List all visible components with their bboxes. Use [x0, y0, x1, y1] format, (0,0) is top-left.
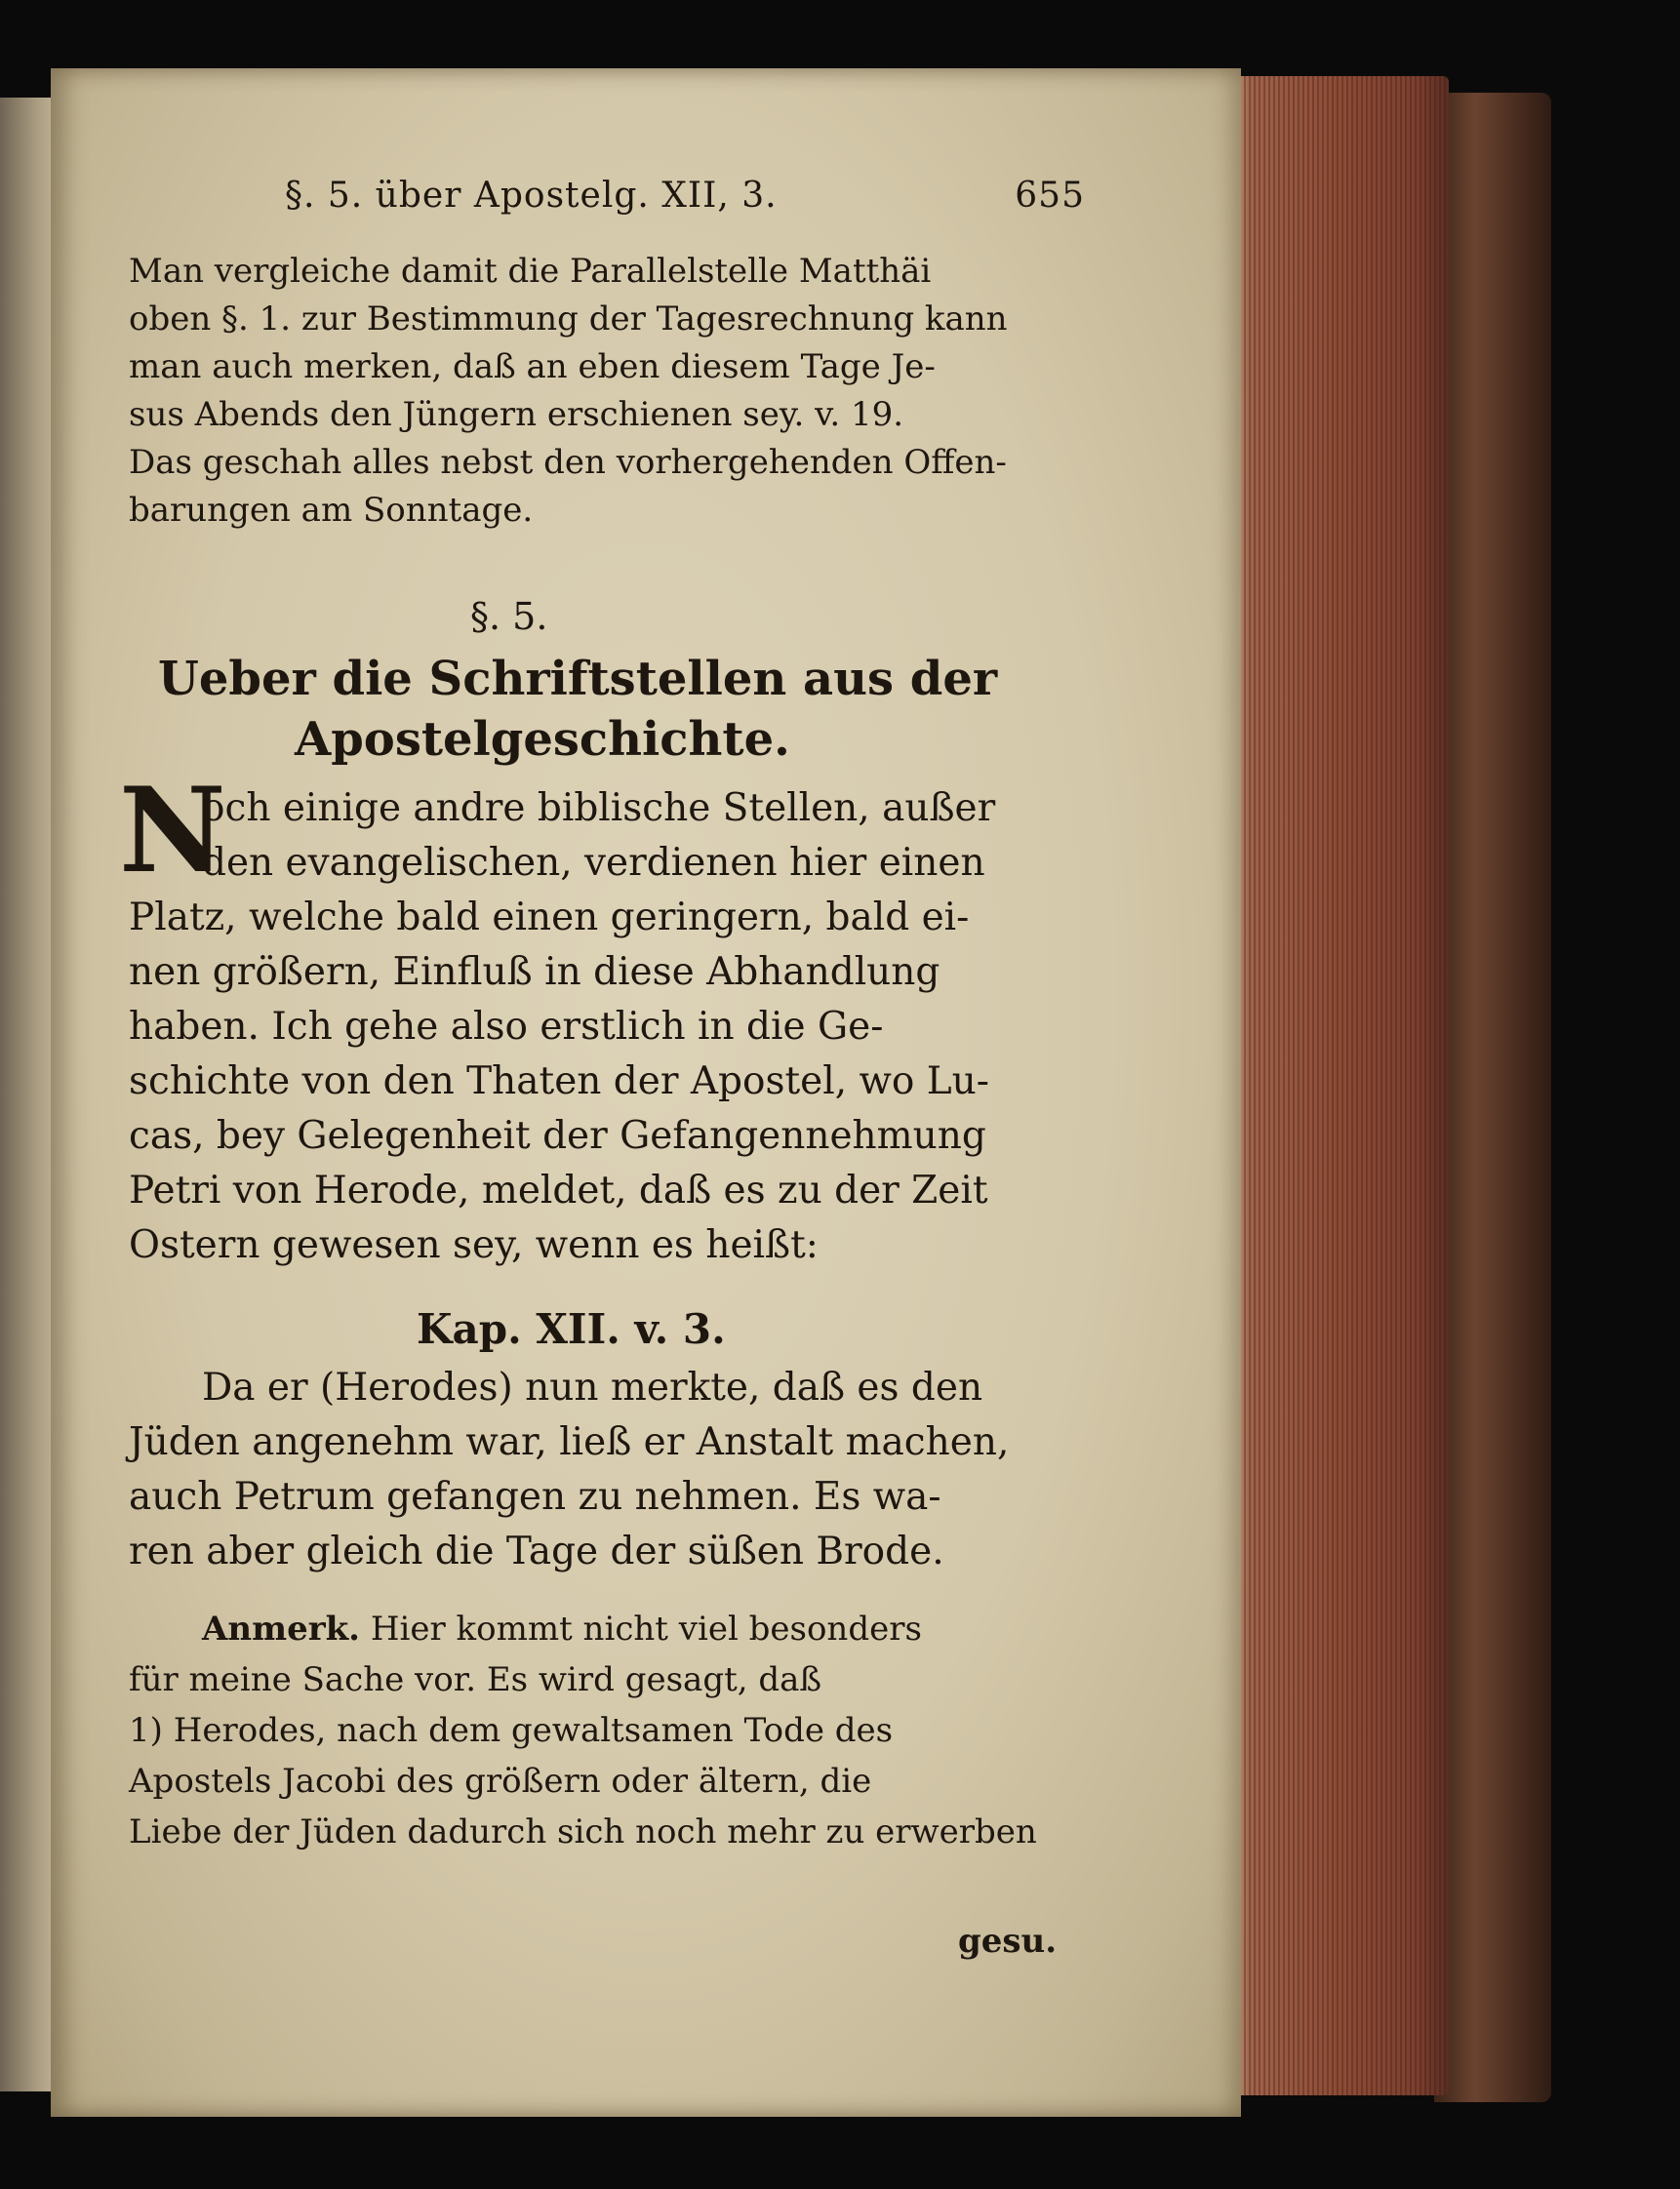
quote-line: Jüden angenehm war, ließ er Anstalt machen,	[129, 1420, 1010, 1464]
page-number: 655	[1015, 176, 1085, 216]
intro-line: Das geschah alles nebst den vorhergehenden Offen-	[129, 443, 1007, 482]
paragraph-line: Petri von Herode, meldet, daß es zu der Zeit	[129, 1169, 988, 1213]
section-heading-continued: Apostelgeschichte.	[295, 712, 790, 767]
paragraph-line: och einige andre biblische Stellen, außer	[202, 786, 996, 830]
intro-line: man auch merken, daß an eben diesem Tage Je-	[129, 347, 936, 386]
quote-line: auch Petrum gefangen zu nehmen. Es wa-	[129, 1475, 941, 1519]
section-heading: Ueber die Schriftstellen aus der	[158, 652, 998, 706]
drop-cap: N	[119, 762, 226, 899]
paragraph-line: Platz, welche bald einen geringern, bald ei-	[129, 896, 970, 939]
note-line: Liebe der Jüden dadurch sich noch mehr zu erwerben	[129, 1812, 1037, 1851]
quote-line: Da er (Herodes) nun merkte, daß es den	[202, 1366, 983, 1410]
paragraph-line: nen größern, Einfluß in diese Abhandlung	[129, 950, 940, 994]
previous-page-edge	[0, 98, 59, 2091]
catchword: gesu.	[958, 1922, 1058, 1961]
paragraph-line: haben. Ich gehe also erstlich in die Ge-	[129, 1005, 884, 1049]
paragraph-line: den evangelischen, verdienen hier einen	[202, 841, 985, 885]
paragraph-line: schichte von den Thaten der Apostel, wo Lu-	[129, 1059, 989, 1103]
quote-line: ren aber gleich die Tage der süßen Brode.	[129, 1530, 944, 1573]
paragraph-line: cas, bey Gelegenheit der Gefangennehmung	[129, 1114, 986, 1158]
note-line: für meine Sache vor. Es wird gesagt, daß	[129, 1660, 822, 1699]
running-head	[285, 176, 1085, 234]
note-line: Apostels Jacobi des größern oder ältern, die	[129, 1762, 872, 1801]
note-first-line-text: Hier kommt nicht viel besonders	[370, 1610, 922, 1649]
book-cover	[1434, 93, 1551, 2102]
intro-line: Man vergleiche damit die Parallelstelle Matthäi	[129, 252, 932, 291]
paragraph-line: Ostern gewesen sey, wenn es heißt:	[129, 1223, 819, 1267]
intro-line: barungen am Sonntage.	[129, 491, 534, 530]
intro-line: oben §. 1. zur Bestimmung der Tagesrechnung kann	[129, 299, 1008, 338]
section-mark: §. 5.	[470, 595, 548, 638]
intro-line: sus Abends den Jüngern erschienen sey. v. 19.	[129, 395, 904, 434]
page-block-edge	[1224, 76, 1449, 2095]
note-first-line	[202, 1610, 922, 1649]
book-page	[51, 68, 1241, 2117]
note-line: 1) Herodes, nach dem gewaltsamen Tode des	[129, 1711, 894, 1750]
running-head-title: §. 5. über Apostelg. XII, 3.	[285, 176, 778, 216]
chapter-reference: Kap. XII. v. 3.	[417, 1305, 726, 1353]
note-label: Anmerk.	[202, 1610, 361, 1649]
